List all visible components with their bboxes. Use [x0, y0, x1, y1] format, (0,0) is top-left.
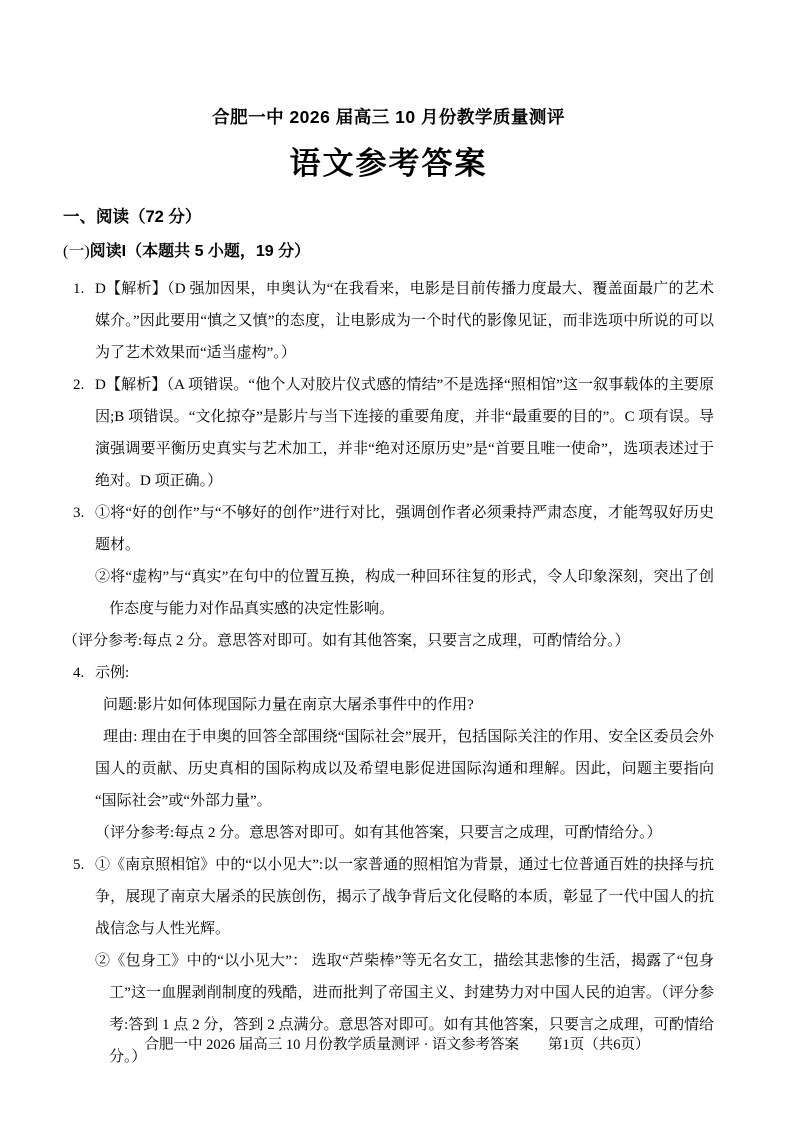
answer-number-3: 3.	[73, 505, 85, 521]
answer-body-1	[95, 273, 714, 369]
answer-item-2	[63, 369, 714, 497]
answer-number-1: 1.	[73, 281, 85, 297]
answer-item-1	[63, 273, 714, 369]
answer-paragraph: ①《南京照相馆》中的“以小见大”:以一家普通的照相馆为背景，通过七位普通百姓的抉择与抗争，展现了南京大屠杀的民族创伤，揭示了战争背后文化侵略的本质，彰显了一代中国人的抗战信念与人性光辉。	[95, 857, 714, 937]
answer-body-3	[63, 497, 714, 657]
section-heading-reading: 一、阅读（72 分）	[63, 208, 202, 226]
answer-item-4	[63, 657, 714, 849]
answer-paragraph: ②将“虚构”与“真实”在句中的位置互换，构成一种回环往复的形式，令人印象深刻，突出了创作态度与能力对作品真实感的决定性影响。	[95, 569, 714, 617]
subsection-prefix: (一)	[63, 243, 90, 260]
page-title: 语文参考答案	[289, 146, 488, 181]
answer-number-5: 5.	[73, 857, 85, 873]
footer-exam-label: 合肥一中 2026 届高三 10 月份教学质量测评 · 语文参考答案	[144, 1037, 520, 1053]
subsection-heading-reading-1	[63, 240, 714, 264]
answer-paragraph: ②《包身工》中的“以小见大”： 选取“芦柴棒”等无名女工，描绘其悲惨的生活，揭露了“包身工”这一血腥剥削制度的残酷，进而批判了帝国主义、封建势力对中国人民的迫害。（评分参考:答到 1 点 2 分，答到 2 点满分。意思答对即可。如有其他答案，只要言之成理，可酌情给分。）	[95, 953, 714, 1065]
answer-list	[63, 273, 714, 1073]
scoring-note: （评分参考:每点 2 分。意思答对即可。如有其他答案，只要言之成理，可酌情给分。）	[95, 825, 662, 841]
answer-number-2: 2.	[73, 377, 85, 393]
answer-question: 问题:影片如何体现国际力量在南京大屠杀事件中的作用?	[103, 697, 474, 713]
page-footer	[0, 1034, 794, 1056]
answer-lead: 示例:	[95, 665, 130, 681]
answer-body-4	[95, 657, 714, 849]
answer-paragraph: D【解析】（D 强加因果，申奥认为“在我看来，电影是目前传播力度最大、覆盖面最广的艺术媒介。”因此要用“慎之又慎”的态度，让电影成为一个时代的影像见证，而非选项中所说的可以为了艺术效果而“适当虚构”。）	[95, 281, 714, 361]
answer-paragraph: D【解析】（A 项错误。“他个人对胶片仪式感的情结”不是选择“照相馆”这一叙事载体的主要原因;B 项错误。“文化掠夺”是影片与当下连接的重要角度，并非“最重要的目的”。C 项有误。导演强调要平衡历史真实与艺术加工，并非“绝对还原历史”是“首要且唯一使命”，选项表述过于绝对。D 项正确。）	[95, 377, 714, 489]
answer-reason: 理由: 理由在于申奥的回答全部围绕“国际社会”展开，包括国际关注的作用、安全区委员会外国人的贡献、历史真相的国际构成以及希望电影促进国际沟通和理解。因此，问题主要指向“国际社会”或“外部力量”。	[95, 729, 714, 809]
answer-body-2	[95, 369, 714, 497]
answer-paragraph: ①将“好的创作”与“不够好的创作”进行对比，强调创作者必须秉持严肃态度，才能驾驭好历史题材。	[95, 505, 714, 553]
answer-item-3	[63, 497, 714, 657]
exam-title-line: 合肥一中 2026 届高三 10 月份教学质量测评	[212, 107, 565, 127]
answer-number-4: 4.	[73, 665, 85, 681]
subsection-label: 阅读I（本题共 5 小题，19 分）	[89, 243, 311, 260]
footer-page-number: 第1页（共6页）	[548, 1037, 650, 1053]
scoring-note: （评分参考:每点 2 分。意思答对即可。如有其他答案，只要言之成理，可酌情给分。）	[63, 633, 630, 649]
